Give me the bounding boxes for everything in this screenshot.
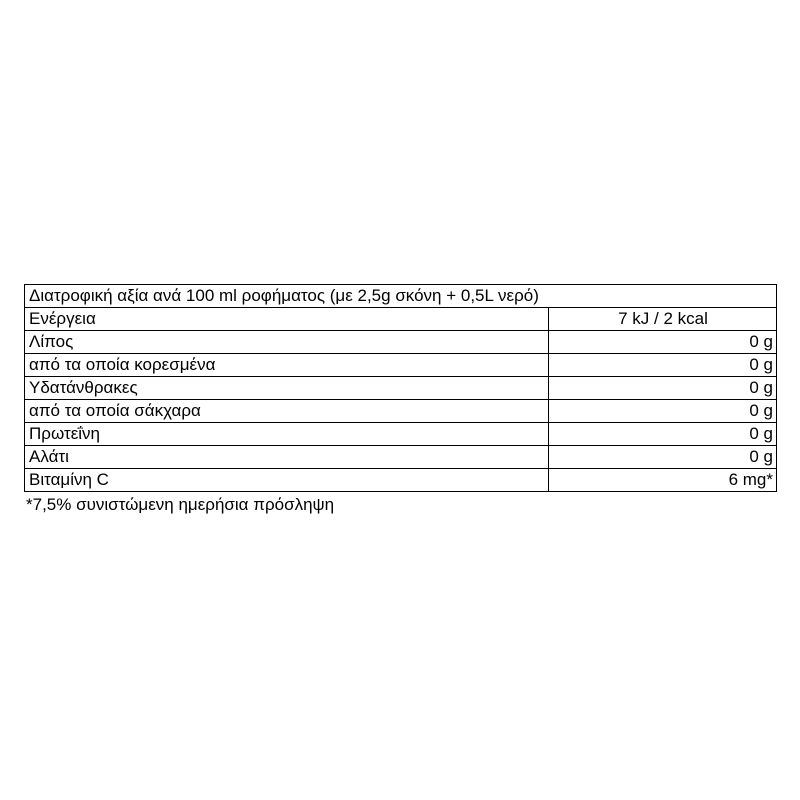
table-row bbox=[25, 331, 777, 354]
table-row bbox=[25, 423, 777, 446]
row-value-sugars: 0 g bbox=[549, 400, 777, 423]
row-label-carbohydrates: Υδατάνθρακες bbox=[25, 377, 549, 400]
row-value-saturates: 0 g bbox=[549, 354, 777, 377]
row-label-sugars: από τα οποία σάκχαρα bbox=[25, 400, 549, 423]
table-row bbox=[25, 354, 777, 377]
table-row bbox=[25, 377, 777, 400]
footnote: *7,5% συνιστώμενη ημερήσια πρόσληψη bbox=[26, 495, 335, 514]
row-value-fat: 0 g bbox=[549, 331, 777, 354]
row-label-fat: Λίπος bbox=[25, 331, 549, 354]
nutrition-document bbox=[24, 284, 776, 516]
row-value-vitamin-c: 6 mg* bbox=[549, 469, 777, 492]
table-row bbox=[25, 469, 777, 492]
row-label-salt: Αλάτι bbox=[25, 446, 549, 469]
row-label-vitamin-c: Βιταμίνη C bbox=[25, 469, 549, 492]
row-label-saturates: από τα οποία κορεσμένα bbox=[25, 354, 549, 377]
row-value-energy: 7 kJ / 2 kcal bbox=[549, 308, 777, 331]
table-row bbox=[25, 446, 777, 469]
table-title: Διατροφική αξία ανά 100 ml ροφήματος (με 2,5g σκόνη + 0,5L νερό) bbox=[25, 285, 777, 308]
table-title-row bbox=[25, 285, 777, 308]
row-value-salt: 0 g bbox=[549, 446, 777, 469]
table-row bbox=[25, 400, 777, 423]
nutrition-table bbox=[24, 284, 777, 492]
row-value-protein: 0 g bbox=[549, 423, 777, 446]
row-label-energy: Ενέργεια bbox=[25, 308, 549, 331]
row-label-protein: Πρωτεΐνη bbox=[25, 423, 549, 446]
row-value-carbohydrates: 0 g bbox=[549, 377, 777, 400]
table-row bbox=[25, 308, 777, 331]
